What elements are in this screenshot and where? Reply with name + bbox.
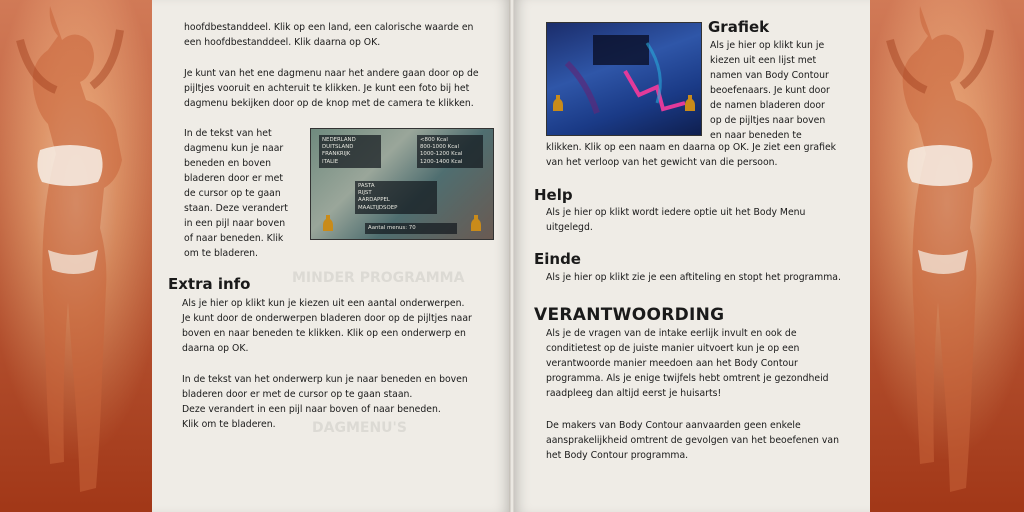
- grafiek-full-text: klikken. Klik op een naam en daarna op OK. Je ziet een grafiek van het verloop van het gewicht van die persoon.: [546, 142, 837, 168]
- extra-info-paragraph-1: Als je hier op klikt kun je kiezen uit een aantal onderwerpen. Je kunt door de onderwerpen bladeren door op de pijltjes naar boven en naar beneden te klikken. Klik op een onderwerp en daarna op OK.: [182, 298, 472, 354]
- einde-text: Als je hier op klikt zie je een aftiteling en stopt het programma.: [546, 272, 841, 283]
- menu-counter: Aantal menus: 70: [365, 223, 457, 234]
- grafiek-screenshot: [546, 22, 702, 136]
- calorie-list: <800 Kcal 800-1000 Kcal 1000-1200 Kcal 1200-1400 Kcal: [417, 135, 483, 168]
- bottle-icon: [553, 95, 563, 111]
- help-heading: Help: [534, 186, 573, 204]
- einde-heading: Einde: [534, 250, 581, 268]
- scroll-paragraph: In de tekst van het dagmenu kun je naar beneden en boven bladeren door er met de cursor op te gaan staan. Deze verandert in een pijl naar boven of naar beneden. Klik om te bladeren.: [184, 128, 288, 259]
- verantwoording-heading: VERANTWOORDING: [534, 305, 725, 325]
- verantwoording-paragraph-2: De makers van Body Contour aanvaarden geen enkele aansprakelijkheid omtrent de gevolgen van het beoefenen van het Body Contour programma.: [546, 420, 839, 461]
- model-photo-left: [0, 0, 152, 512]
- right-photo-strip: [870, 0, 1024, 512]
- verantwoording-paragraph-1: Als je de vragen van de intake eerlijk invult en ook de conditietest op de juiste manier uitvoert kun je op een verantwoorde manier meedoen aan het Body Contour programma. Als je enige twijfels hebt omtrent je gezondheid raadpleeg dan altijd eerst je huisarts!: [546, 328, 829, 399]
- extra-info-heading: Extra info: [168, 275, 251, 293]
- food-list: PASTA RIJST AARDAPPEL MAALTIJDSOEP: [355, 181, 437, 214]
- grafiek-heading: Grafiek: [708, 18, 770, 36]
- bottle-icon-right: [471, 215, 481, 231]
- weight-graph: [547, 23, 701, 135]
- right-page: [514, 0, 870, 512]
- intro-paragraph: hoofdbestanddeel. Klik op een land, een calorische waarde en een hoofdbestanddeel. Klik daarna op OK.: [184, 22, 474, 48]
- bottle-icon: [323, 215, 333, 231]
- extra-info-paragraph-2: In de tekst van het onderwerp kun je naar beneden en boven bladeren door er met de cursor op te gaan staan. Deze verandert in een pijl naar boven of naar beneden. Klik om te bladeren.: [182, 374, 468, 430]
- left-photo-strip: [0, 0, 152, 512]
- country-list: NEDERLAND DUITSLAND FRANKRIJK ITALIE: [319, 135, 381, 168]
- grafiek-side-text: Als je hier op klikt kun je kiezen uit een lijst met namen van Body Contour beoefenaars. Je kunt door de namen bladeren door op de pijltjes naar boven en naar beneden te: [710, 40, 830, 141]
- help-text: Als je hier op klikt wordt iedere optie uit het Body Menu uitgelegd.: [546, 207, 806, 233]
- bottle-icon-right: [685, 95, 695, 111]
- model-photo-right: [870, 0, 1024, 512]
- dagmenu-screenshot: [310, 128, 494, 240]
- left-page: MINDER PROGRAMMA DAGMENU'S hoofdbestanddeel. Klik op een land, een calorische waarde en een hoofdbestanddeel. Klik daarna op OK. Je kunt van het ene dagmenu naar het andere gaan door op de pijltjes vooruit en achteruit te klikken. Je kunt een foto bij het dagmenu bekijken door op de knop met de camera te klikken. In de tekst van het dagmenu kun je naar beneden en boven bladeren door er met de cursor op te gaan staan. Deze verandert in een pijl naar boven of naar beneden. Klik om te bladeren. NEDERLAND DUITSLAND FRANKRIJK ITALIE <800 Kcal 800-1000 Kcal 1000-1200 Kcal 1200-1400 Kcal PASTA RIJST AARDAPPEL MAALTIJDSOEP Aantal menus: 70 Extra info Als je hier op klikt kun je kiezen uit een aantal onderwerpen. Je kunt door de onderwerpen bladeren door op de pijltjes naar boven en naar beneden te klikken. Klik op een onderwerp en daarna op OK. In de tekst van het onderwerp kun je naar beneden en boven bladeren door er met de cursor op te gaan staan. Deze verandert in een pijl naar boven of naar beneden. Klik om te bladeren.: [152, 0, 510, 512]
- navigation-paragraph: Je kunt van het ene dagmenu naar het andere gaan door op de pijltjes vooruit en achteruit te klikken. Je kunt een foto bij het dagmenu bekijken door op de knop met de camera te klikken.: [184, 68, 479, 109]
